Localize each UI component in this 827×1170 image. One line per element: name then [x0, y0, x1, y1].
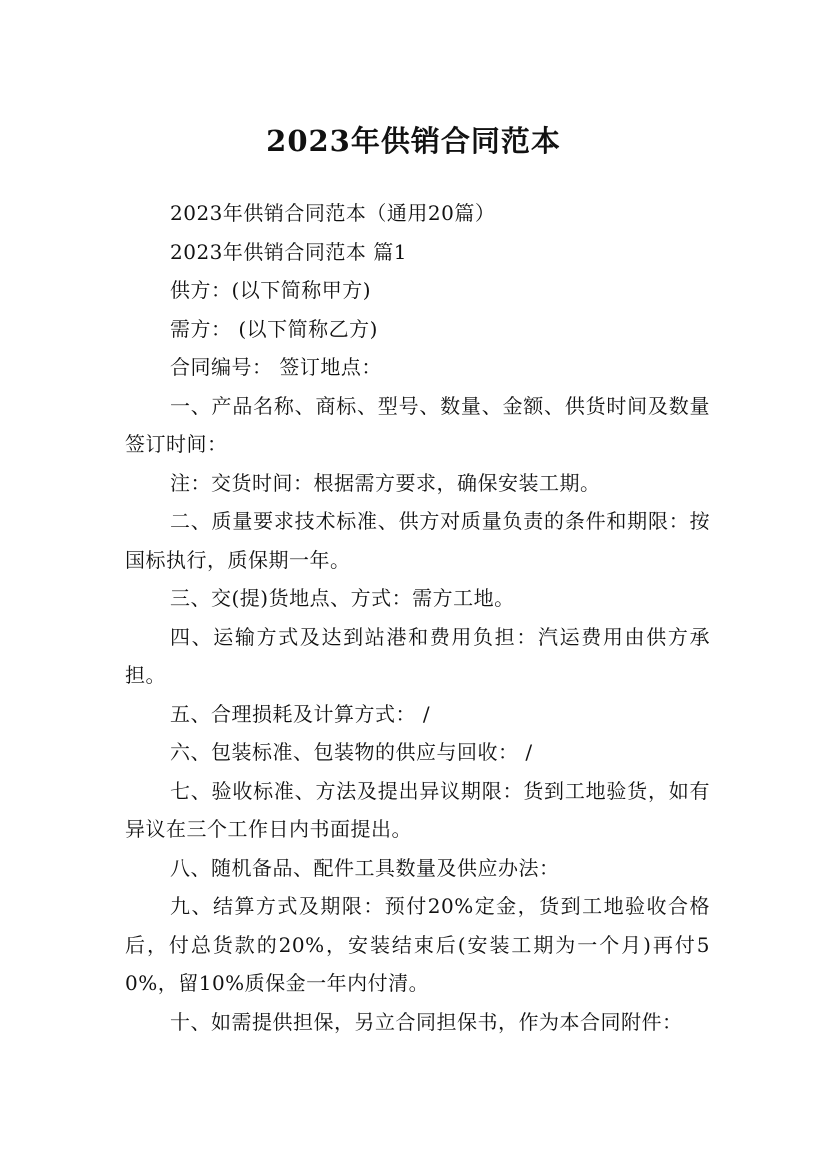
paragraph-clause-1: 一、产品名称、商标、型号、数量、金额、供货时间及数量 签订时间：	[125, 393, 710, 456]
paragraph-clause-8: 八、随机备品、配件工具数量及供应办法：	[170, 855, 560, 880]
paragraph-clause-4: 四、运输方式及达到站港和费用负担：汽运费用由供方承担。	[125, 624, 710, 687]
paragraph-contract-number: 合同编号： 签订地点：	[170, 355, 382, 379]
paragraph-clause-3: 三、交(提)货地点、方式：需方工地。	[170, 586, 515, 610]
paragraph-clause-5: 五、合理损耗及计算方式： /	[170, 701, 431, 726]
paragraph-clause-2: 二、质量要求技术标准、供方对质量负责的条件和期限：按国标执行，质保期一年。	[125, 509, 710, 572]
paragraph-clause-10: 十、如需提供担保，另立合同担保书，作为本合同附件：	[170, 1009, 683, 1034]
paragraph-supplier: 供方：(以下简称甲方)	[170, 278, 372, 302]
paragraph-clause-9: 九、结算方式及期限：预付20%定金，货到工地验收合格后，付总货款的20%，安装结束后(安装工期为一个月)再付50%，留10%质保金一年内付清。	[125, 894, 710, 995]
paragraph-article-heading: 2023年供销合同范本 篇1	[170, 239, 407, 264]
paragraph-buyer: 需方： (以下简称乙方)	[170, 316, 378, 341]
paragraph-clause-7: 七、验收标准、方法及提出异议期限：货到工地验货，如有异议在三个工作日内书面提出。	[125, 778, 710, 841]
document-title: 2023年供销合同范本	[266, 124, 561, 159]
paragraph-collection-title: 2023年供销合同范本（通用20篇）	[170, 201, 496, 225]
document-body	[125, 194, 710, 1041]
paragraph-note: 注：交货时间：根据需方要求，确保安装工期。	[170, 470, 601, 495]
paragraph-clause-6: 六、包装标准、包装物的供应与回收： /	[170, 740, 533, 764]
